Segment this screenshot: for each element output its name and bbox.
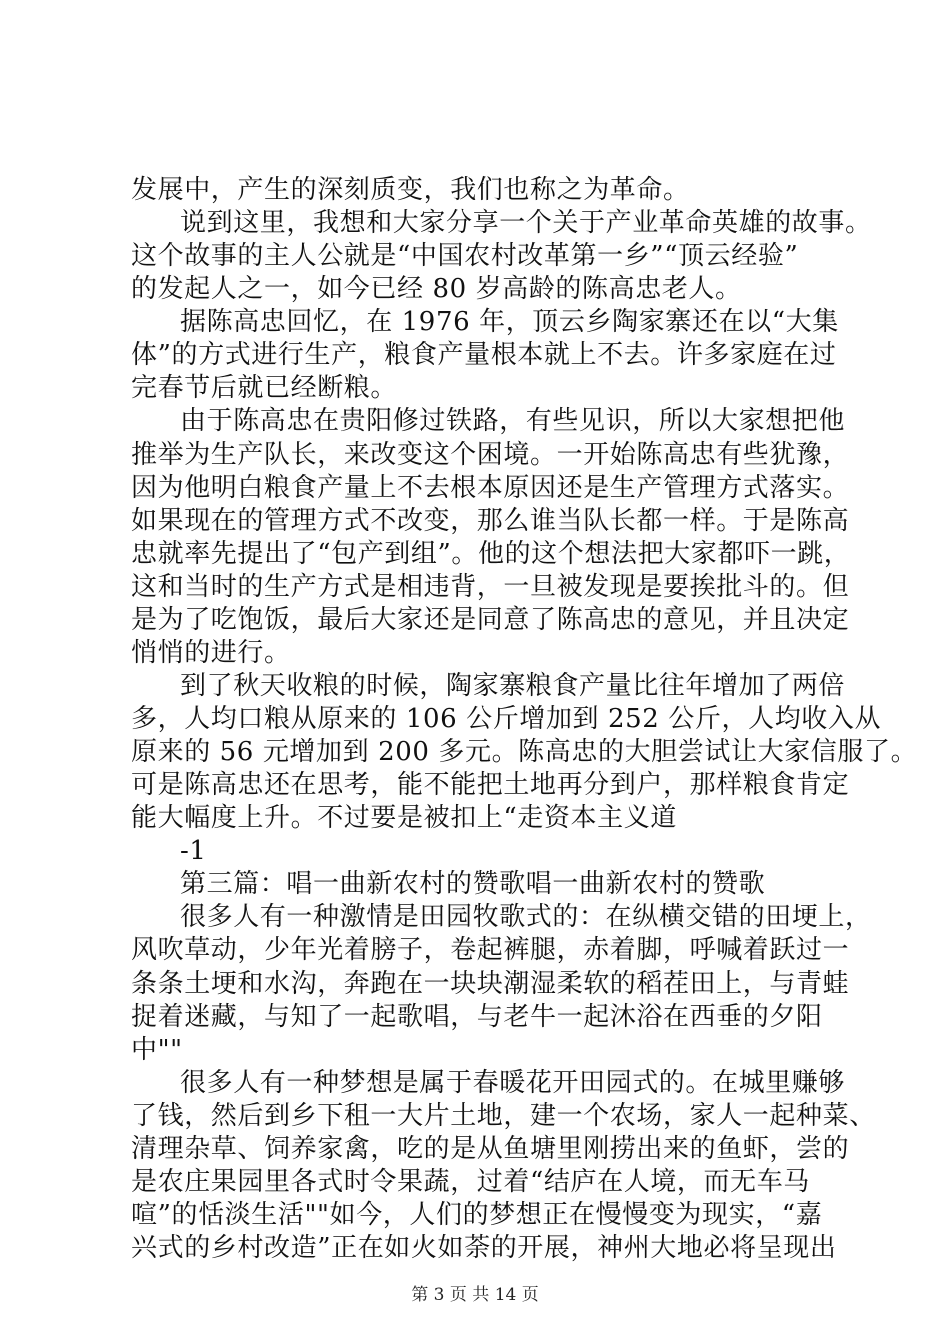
text-line: 因为他明白粮食产量上不去根本原因还是生产管理方式落实。: [131, 472, 850, 503]
text-line: 到了秋天收粮的时候，陶家寨粮食产量比往年增加了两倍: [180, 670, 846, 701]
text-line: 很多人有一种梦想是属于春暖花开田园式的。在城里赚够: [180, 1067, 846, 1098]
text-line: 的发起人之一，如今已经 80 岁高龄的陈高忠老人。: [131, 274, 742, 305]
text-line: 清理杂草、饲养家禽，吃的是从鱼塘里刚捞出来的鱼虾，尝的: [131, 1133, 850, 1164]
text-line: 发展中，产生的深刻质变，我们也称之为革命。: [131, 175, 690, 205]
text-line: 说到这里，我想和大家分享一个关于产业革命英雄的故事。: [180, 208, 872, 239]
text-line: -1: [180, 836, 207, 867]
text-line: 由于陈高忠在贵阳修过铁路，有些见识，所以大家想把他: [180, 406, 846, 437]
text-line: 风吹草动，少年光着膀子，卷起裤腿，赤着脚，呼喊着跃过一: [131, 935, 850, 966]
text-line: 捉着迷藏，与知了一起歌唱，与老牛一起沐浴在西垂的夕阳: [131, 1001, 823, 1032]
text-line: 推举为生产队长，来改变这个困境。一开始陈高忠有些犹豫，: [131, 439, 850, 470]
text-line: 原来的 56 元增加到 200 多元。陈高忠的大胆尝试让大家信服了。: [131, 737, 918, 768]
text-line: 中"": [131, 1034, 183, 1065]
text-line: 完春节后就已经断粮。: [131, 373, 398, 404]
text-line: 是农庄果园里各式时令果蔬，过着“结庐在人境，而无车马: [131, 1166, 810, 1197]
text-line: 这个故事的主人公就是“中国农村改革第一乡”“顶云经验”: [131, 241, 799, 272]
text-line: 很多人有一种激情是田园牧歌式的：在纵横交错的田埂上，: [180, 902, 872, 933]
text-line: 喧”的恬淡生活""如今，人们的梦想正在慢慢变为现实，“嘉: [131, 1199, 823, 1230]
text-line: 多，人均口粮从原来的 106 公斤增加到 252 公斤，人均收入从: [131, 704, 882, 734]
text-line: 条条土埂和水沟，奔跑在一块块潮湿柔软的稻茬田上，与青蛙: [131, 968, 850, 999]
text-line: 能大幅度上升。不过要是被扣上“走资本主义道: [131, 803, 677, 834]
text-line: 是为了吃饱饭，最后大家还是同意了陈高忠的意见，并且决定: [131, 604, 850, 635]
text-line: 这和当时的生产方式是相违背，一旦被发现是要挨批斗的。但: [131, 571, 850, 602]
page-footer: 第 3 页 共 14 页: [411, 1285, 539, 1305]
text-line: 第三篇：唱一曲新农村的赞歌唱一曲新农村的赞歌: [180, 869, 766, 900]
text-line: 忠就率先提出了“包产到组”。他的这个想法把大家都吓一跳，: [131, 538, 851, 569]
text-line: 据陈高忠回忆，在 1976 年，顶云乡陶家寨还在以“大集: [180, 307, 839, 338]
text-line: 悄悄的进行。: [131, 637, 291, 668]
text-line: 体”的方式进行生产，粮食产量根本就上不去。许多家庭在过: [131, 340, 837, 371]
text-line: 可是陈高忠还在思考，能不能把土地再分到户，那样粮食肯定: [131, 770, 850, 801]
text-line: 了钱，然后到乡下租一大片土地，建一个农场，家人一起种菜、: [131, 1100, 876, 1131]
text-line: 如果现在的管理方式不改变，那么谁当队长都一样。于是陈高: [131, 505, 850, 536]
text-line: 兴式的乡村改造”正在如火如荼的开展，神州大地必将呈现出: [131, 1233, 837, 1263]
